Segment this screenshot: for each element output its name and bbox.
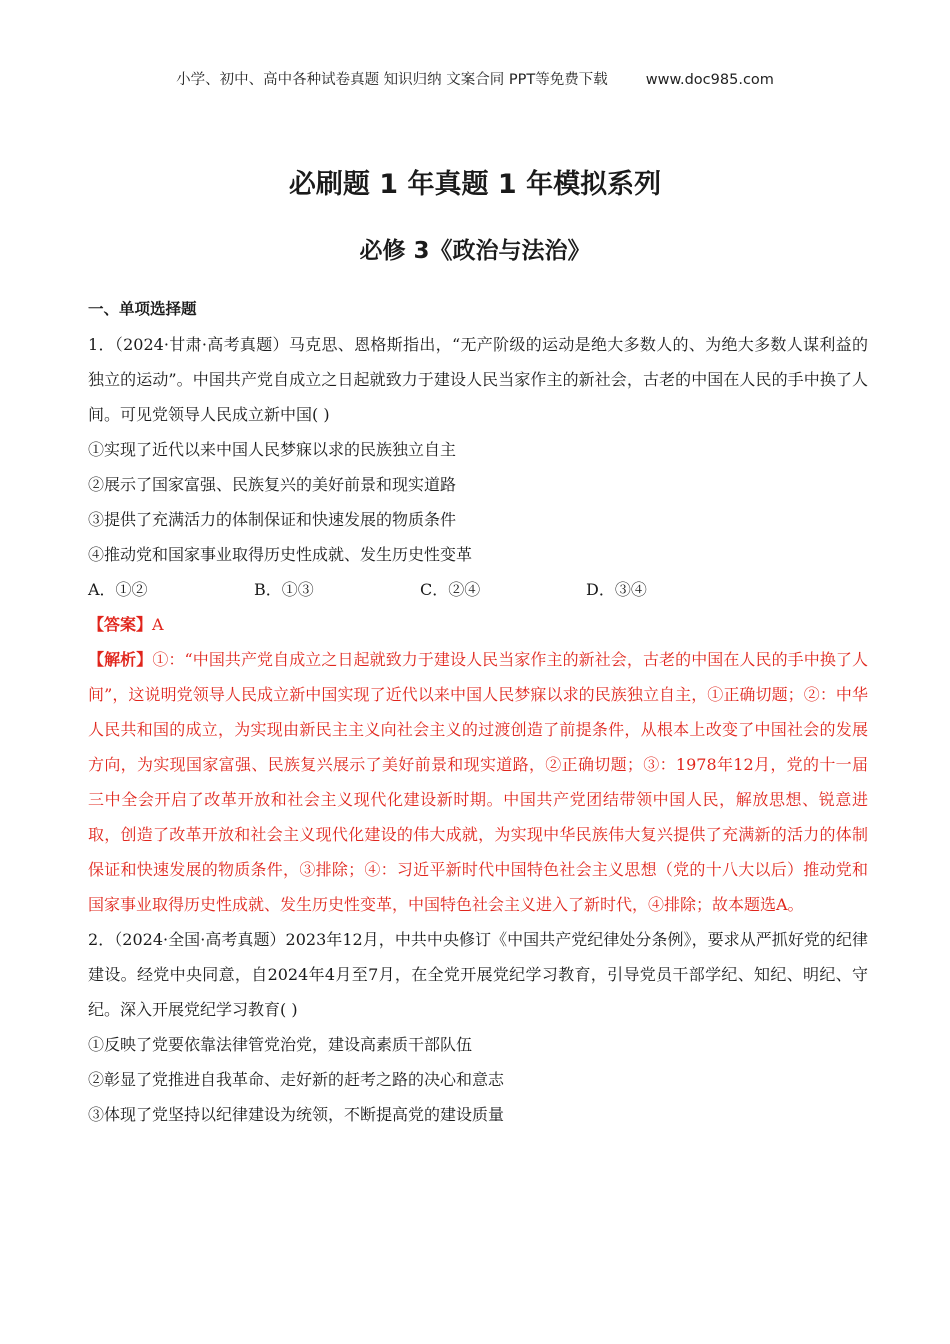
analysis-paragraph [88,642,868,922]
question-stem: 2．（2024·全国·高考真题）2023年12月，中共中央修订《中国共产党纪律处分条例》，要求从严抓好党的纪律建设。经党中央同意，自2024年4月至7月，在全党开展党纪学习教育，引导党员干部学纪、知纪、明纪、守纪。深入开展党纪学习教育( ) [88,930,868,1019]
question-stem: 1．（2024·甘肃·高考真题）马克思、恩格斯指出，“无产阶级的运动是绝大多数人的、为绝大多数人谋利益的独立的运动”。中国共产党自成立之日起就致力于建设人民当家作主的新社会，古老的中国在人民的手中换了人间。可见党领导人民成立新中国( ) [88,335,868,424]
analysis-text: ①：“中国共产党自成立之日起就致力于建设人民当家作主的新社会，古老的中国在人民的手中换了人间”，这说明党领导人民成立新中国实现了近代以来中国人民梦寐以求的民族独立自主，①正确切题；②：中华人民共和国的成立，为实现由新民主主义向社会主义的过渡创造了前提条件，从根本上改变了中国社会的发展方向，为实现国家富强、民族复兴展示了美好前景和现实道路，②正确切题；③：1978年12月，党的十一届三中全会开启了改革开放和社会主义现代化建设新时期。中国共产党团结带领中国人民，解放思想、锐意进取，创造了改革开放和社会主义现代化建设的伟大成就，为实现中华民族伟大复兴提供了充满新的活力的体制保证和快速发展的物质条件，③排除；④：习近平新时代中国特色社会主义思想（党的十八大以后）推动党和国家事业取得历史性成就、发生历史性变革，中国特色社会主义进入了新时代，④排除；故本题选A。 [88,650,868,914]
page-header [0,68,950,89]
doc-subtitle: 必修 3《政治与法治》 [359,238,591,264]
statement-item: ③提供了充满活力的体制保证和快速发展的物质条件 [88,510,457,529]
question-1 [88,327,868,922]
answer-options [88,572,868,607]
document-body [88,292,868,1132]
statement-item: ②彰显了党推进自我革命、走好新的赶考之路的决心和意志 [88,1070,505,1089]
question-2 [88,922,868,1132]
section-heading: 一、单项选择题 [88,300,197,318]
doc-title: 必刷题 1 年真题 1 年模拟系列 [288,169,662,200]
statement-item: ③体现了党坚持以纪律建设为统领，不断提高党的建设质量 [88,1105,505,1124]
header-text: 小学、初中、高中各种试卷真题 知识归纳 文案合同 PPT等免费下载 [176,72,608,88]
option-a: A．①② [88,580,148,599]
analysis-label: 【解析】 [88,650,153,669]
option-c: C．②④ [420,580,481,599]
answer-line [88,607,868,642]
option-d: D．③④ [586,580,647,599]
statement-item: ①实现了近代以来中国人民梦寐以求的民族独立自主 [88,440,457,459]
answer-value: A [152,615,164,634]
statement-item: ①反映了党要依靠法律管党治党，建设高素质干部队伍 [88,1035,473,1054]
header-site-link[interactable]: www.doc985.com [645,72,774,88]
option-b: B．①③ [254,580,314,599]
answer-label: 【答案】 [88,615,153,634]
statement-item: ②展示了国家富强、民族复兴的美好前景和现实道路 [88,475,457,494]
statement-item: ④推动党和国家事业取得历史性成就、发生历史性变革 [88,545,473,564]
